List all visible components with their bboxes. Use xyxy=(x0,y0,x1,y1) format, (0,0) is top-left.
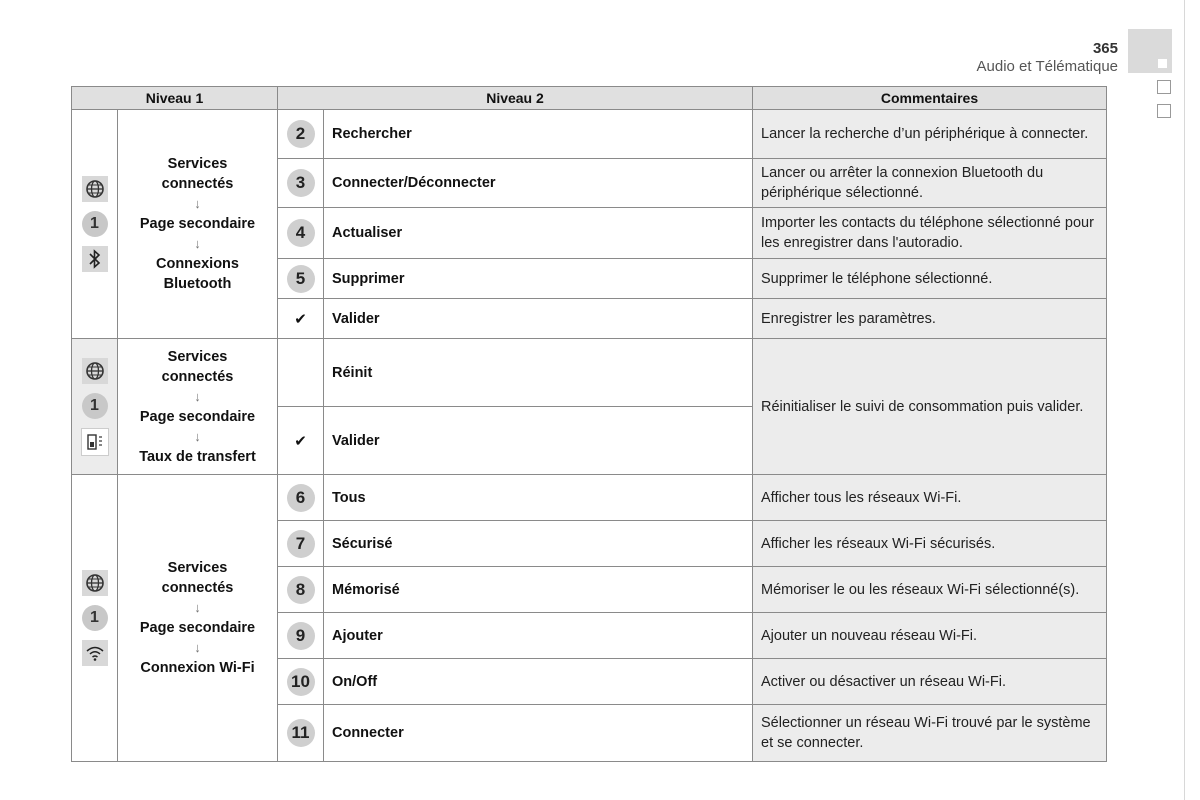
badge-cell xyxy=(278,110,324,159)
data-transfer-icon xyxy=(81,428,109,456)
badge-cell xyxy=(278,159,324,208)
number-1-icon: 1 xyxy=(82,605,108,631)
path-step-services: Services connectés xyxy=(161,560,234,596)
settings-table xyxy=(71,86,1107,762)
badge-cell xyxy=(278,705,324,762)
globe-icon xyxy=(82,570,108,596)
number-1-icon: 1 xyxy=(82,393,108,419)
option-connecter: Connecter xyxy=(324,705,753,762)
table-row xyxy=(72,110,1107,159)
badge-5-icon: 5 xyxy=(287,265,315,293)
group-path-wifi xyxy=(118,475,278,762)
option-actualiser: Actualiser xyxy=(324,208,753,259)
badge-10-icon: 10 xyxy=(287,668,315,696)
arrow-down-icon: ↓ xyxy=(194,196,201,211)
path-step-target: Connexions Bluetooth xyxy=(156,256,239,292)
arrow-down-icon: ↓ xyxy=(194,236,201,251)
comment: Afficher les réseaux Wi-Fi sécurisés. xyxy=(753,521,1107,567)
checkmark-icon: ✔ xyxy=(294,310,307,328)
checkmark-icon: ✔ xyxy=(294,432,307,450)
comment: Lancer la recherche d’un périphérique à connecter. xyxy=(753,110,1107,159)
table-row xyxy=(72,475,1107,521)
comment: Réinitialiser le suivi de consommation puis valider. xyxy=(753,339,1107,475)
arrow-down-icon: ↓ xyxy=(194,640,201,655)
badge-cell xyxy=(278,407,324,475)
group-icons-wifi xyxy=(72,475,118,762)
option-valider: Valider xyxy=(324,407,753,475)
comment: Enregistrer les paramètres. xyxy=(753,299,1107,339)
group-icons-bluetooth xyxy=(72,110,118,339)
option-supprimer: Supprimer xyxy=(324,259,753,299)
badge-cell xyxy=(278,299,324,339)
path-step-page: Page secondaire xyxy=(139,620,256,636)
option-ajouter: Ajouter xyxy=(324,613,753,659)
badge-6-icon: 6 xyxy=(287,484,315,512)
badge-cell xyxy=(278,567,324,613)
badge-7-icon: 7 xyxy=(287,530,315,558)
comment: Activer ou désactiver un réseau Wi-Fi. xyxy=(753,659,1107,705)
badge-3-icon: 3 xyxy=(287,169,315,197)
badge-cell xyxy=(278,613,324,659)
path-step-services: Services connectés xyxy=(161,156,234,192)
table-header-row xyxy=(72,87,1107,110)
number-1-icon: 1 xyxy=(82,211,108,237)
option-tous: Tous xyxy=(324,475,753,521)
option-securise: Sécurisé xyxy=(324,521,753,567)
badge-4-icon: 4 xyxy=(287,219,315,247)
group-path-bluetooth xyxy=(118,110,278,339)
path-step-services: Services connectés xyxy=(161,348,234,385)
badge-8-icon: 8 xyxy=(287,576,315,604)
comment: Importer les contacts du téléphone sélectionné pour les enregistrer dans l'autoradio. xyxy=(753,208,1107,259)
path-step-page: Page secondaire xyxy=(139,216,256,232)
arrow-down-icon: ↓ xyxy=(194,428,201,444)
page-number: 365 xyxy=(1092,40,1118,57)
badge-cell xyxy=(278,475,324,521)
badge-cell xyxy=(278,339,324,407)
group-path-transfer xyxy=(118,339,278,475)
path-step-page: Page secondaire xyxy=(139,408,256,425)
comment: Lancer ou arrêter la connexion Bluetooth du périphérique sélectionné. xyxy=(753,159,1107,208)
page-edge-line xyxy=(1184,0,1185,800)
badge-2-icon: 2 xyxy=(287,120,315,148)
section-title: Audio et Télématique xyxy=(976,58,1118,75)
badge-cell xyxy=(278,208,324,259)
comment: Supprimer le téléphone sélectionné. xyxy=(753,259,1107,299)
option-connecter-deconnecter: Connecter/Déconnecter xyxy=(324,159,753,208)
comment: Ajouter un nouveau réseau Wi-Fi. xyxy=(753,613,1107,659)
badge-cell xyxy=(278,521,324,567)
path-step-target: Taux de transfert xyxy=(139,448,256,465)
arrow-down-icon: ↓ xyxy=(194,600,201,615)
option-memorise: Mémorisé xyxy=(324,567,753,613)
badge-11-icon: 11 xyxy=(287,719,315,747)
wifi-icon xyxy=(82,640,108,666)
path-step-target: Connexion Wi-Fi xyxy=(140,660,255,676)
option-on-off: On/Off xyxy=(324,659,753,705)
option-reinit: Réinit xyxy=(324,339,753,407)
badge-cell xyxy=(278,659,324,705)
comment: Afficher tous les réseaux Wi-Fi. xyxy=(753,475,1107,521)
option-rechercher: Rechercher xyxy=(324,110,753,159)
header-commentaires: Commentaires xyxy=(753,87,1107,110)
badge-cell xyxy=(278,259,324,299)
header-niveau-1: Niveau 1 xyxy=(72,87,278,110)
header-niveau-2: Niveau 2 xyxy=(278,87,753,110)
table-row xyxy=(72,339,1107,407)
comment: Sélectionner un réseau Wi-Fi trouvé par le système et se connecter. xyxy=(753,705,1107,762)
bluetooth-icon xyxy=(82,246,108,272)
chapter-tab-marker xyxy=(1158,59,1167,68)
option-valider: Valider xyxy=(324,299,753,339)
globe-icon xyxy=(82,176,108,202)
badge-9-icon: 9 xyxy=(287,622,315,650)
chapter-square-2 xyxy=(1157,80,1171,94)
group-icons-transfer xyxy=(72,339,118,475)
arrow-down-icon: ↓ xyxy=(194,388,201,404)
chapter-square-3 xyxy=(1157,104,1171,118)
globe-icon xyxy=(82,358,108,384)
comment: Mémoriser le ou les réseaux Wi-Fi sélectionné(s). xyxy=(753,567,1107,613)
